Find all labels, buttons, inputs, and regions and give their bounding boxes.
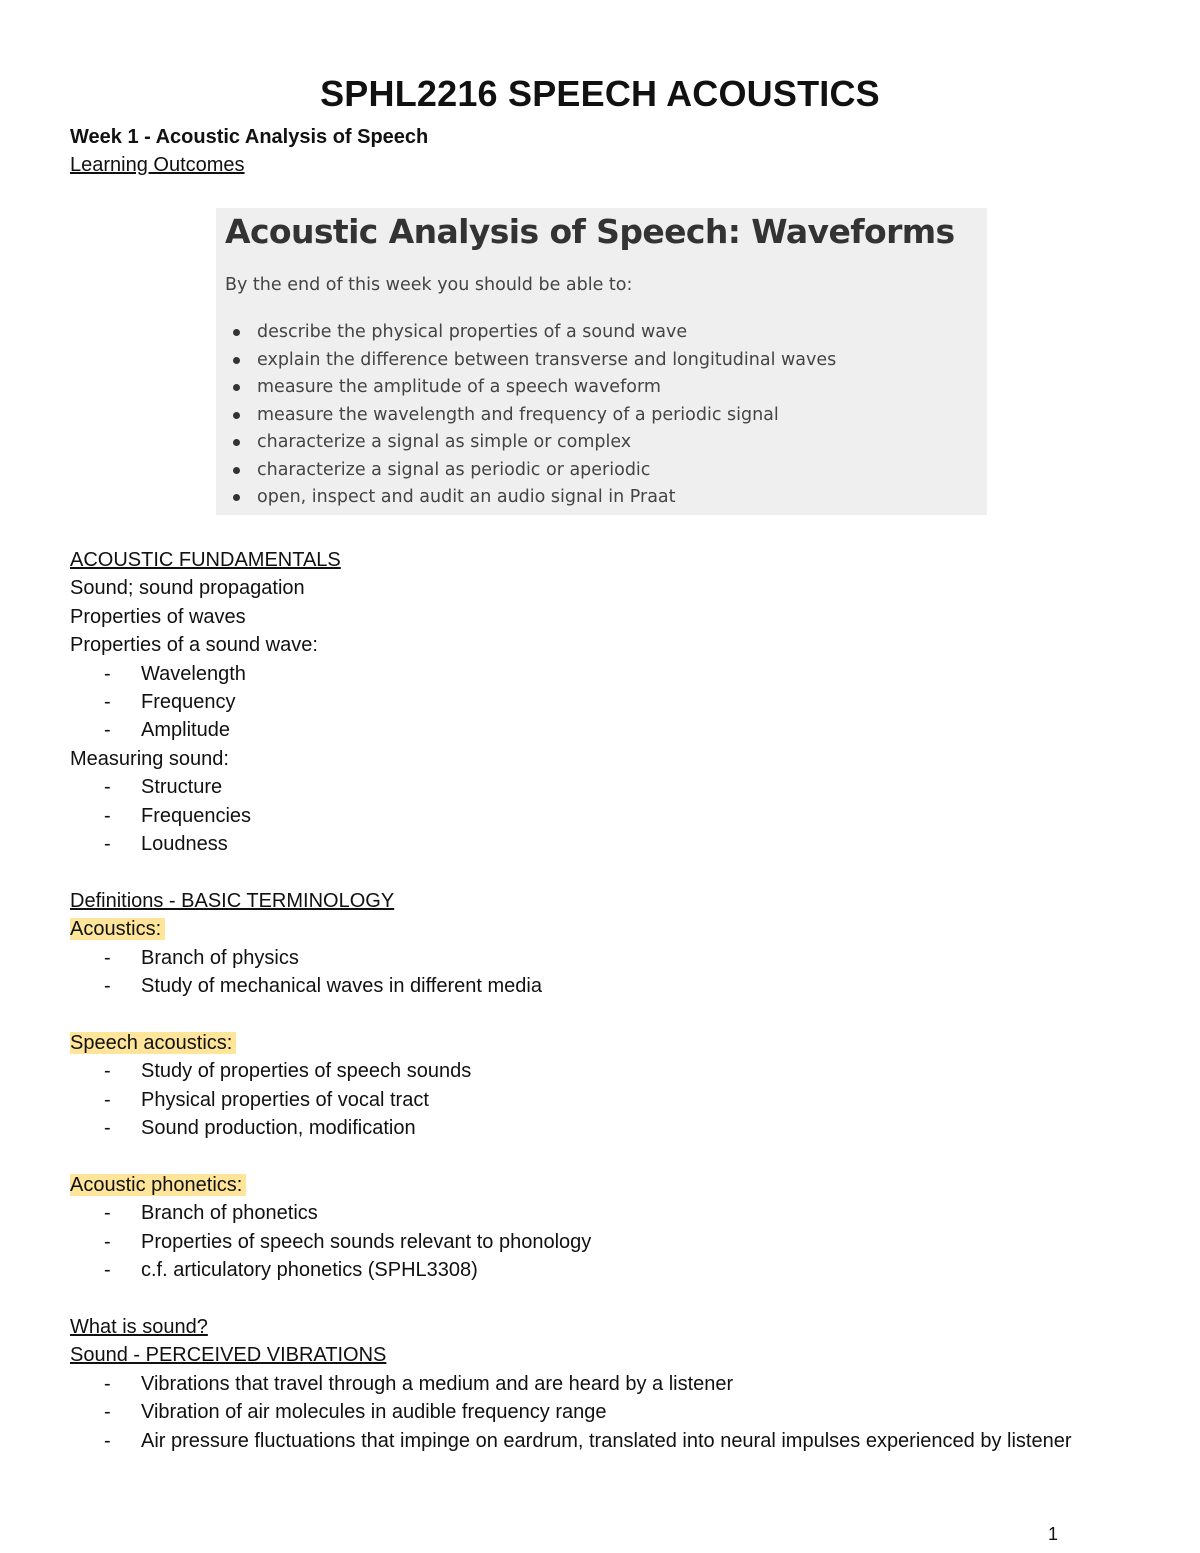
bullet-icon [233,357,240,364]
section-heading-definitions: Definitions - BASIC TERMINOLOGY [70,889,395,912]
learning-outcomes-slide-image [216,208,987,515]
dash-icon: - [104,804,111,827]
bullet-icon [233,467,240,474]
document-page [70,0,1130,1553]
dash-icon: - [104,1202,111,1225]
slide-outcome-item: characterize a signal as periodic or aperiodic [216,458,836,486]
list-item: - Frequency [70,688,1130,716]
list-item: - Vibrations that travel through a medium and are heard by a listener [70,1370,1130,1398]
dash-icon: - [104,1060,111,1083]
list-item: - Study of mechanical waves in different media [70,972,1130,1000]
list-item: - Study of properties of speech sounds [70,1057,1130,1085]
list-item: - Branch of physics [70,944,1130,972]
dash-icon: - [104,776,111,799]
learning-outcomes-label: Learning Outcomes [70,154,245,176]
list-item: - Vibration of air molecules in audible frequency range [70,1398,1130,1426]
dash-icon: - [104,1259,111,1282]
spacer [70,1000,1130,1028]
list-item: - Branch of phonetics [70,1199,1130,1227]
highlighted-term: Speech acoustics: [70,1032,236,1054]
bullet-icon [233,384,240,391]
dash-icon: - [104,1230,111,1253]
text-line: Properties of waves [70,605,246,628]
text-line: Measuring sound: [70,747,229,770]
page-number: 1 [1047,1524,1058,1544]
slide-title: Acoustic Analysis of Speech: Waveforms [225,212,955,251]
highlighted-term: Acoustics: [70,918,165,940]
list-item: - Loudness [70,830,1130,858]
spacer [70,858,1130,886]
bullet-icon [233,439,240,446]
notes-body [70,546,1130,1455]
dash-icon: - [104,833,111,856]
dash-icon: - [104,1372,111,1395]
dash-icon: - [104,1401,111,1424]
dash-icon: - [104,946,111,969]
slide-outcome-item: measure the wavelength and frequency of a periodic signal [216,403,836,431]
list-item: - Air pressure fluctuations that impinge on eardrum, translated into neural impulses experienced by listener [70,1427,1130,1455]
list-item: - Physical properties of vocal tract [70,1086,1130,1114]
spacer [70,1285,1130,1313]
text-line: Sound; sound propagation [70,577,305,600]
dash-icon: - [104,719,111,742]
spacer [70,1143,1130,1171]
section-question-sound: What is sound? [70,1315,208,1338]
section-heading-sound: Sound - PERCEIVED VIBRATIONS [70,1344,387,1367]
slide-outcomes-list [216,320,836,513]
dash-icon: - [104,662,111,685]
slide-outcome-item: characterize a signal as simple or complex [216,430,836,458]
week-heading: Week 1 - Acoustic Analysis of Speech [70,126,429,148]
dash-icon: - [104,1117,111,1140]
list-item: - Amplitude [70,716,1130,744]
slide-intro: By the end of this week you should be able to: [225,275,633,295]
term-line [70,1171,1130,1199]
dash-icon: - [104,1088,111,1111]
list-item: - Frequencies [70,802,1130,830]
slide-outcome-item: open, inspect and audit an audio signal in Praat [216,485,836,513]
bullet-icon [233,329,240,336]
highlighted-term: Acoustic phonetics: [70,1174,246,1196]
text-line: Properties of a sound wave: [70,634,318,657]
list-item: - Wavelength [70,660,1130,688]
slide-outcome-item: explain the difference between transverse and longitudinal waves [216,348,836,376]
dash-icon: - [104,975,111,998]
list-item: - Structure [70,773,1130,801]
slide-outcome-item: measure the amplitude of a speech waveform [216,375,836,403]
list-item: - Sound production, modification [70,1114,1130,1142]
document-title: SPHL2216 SPEECH ACOUSTICS [320,73,880,114]
section-heading-fundamentals: ACOUSTIC FUNDAMENTALS [70,549,341,571]
bullet-icon [233,494,240,501]
list-item: - c.f. articulatory phonetics (SPHL3308) [70,1256,1130,1284]
dash-icon: - [104,691,111,714]
dash-icon: - [104,1429,111,1452]
slide-outcome-item: describe the physical properties of a sound wave [216,320,836,348]
term-line [70,915,1130,943]
list-item: - Properties of speech sounds relevant to phonology [70,1228,1130,1256]
term-line [70,1029,1130,1057]
bullet-icon [233,412,240,419]
